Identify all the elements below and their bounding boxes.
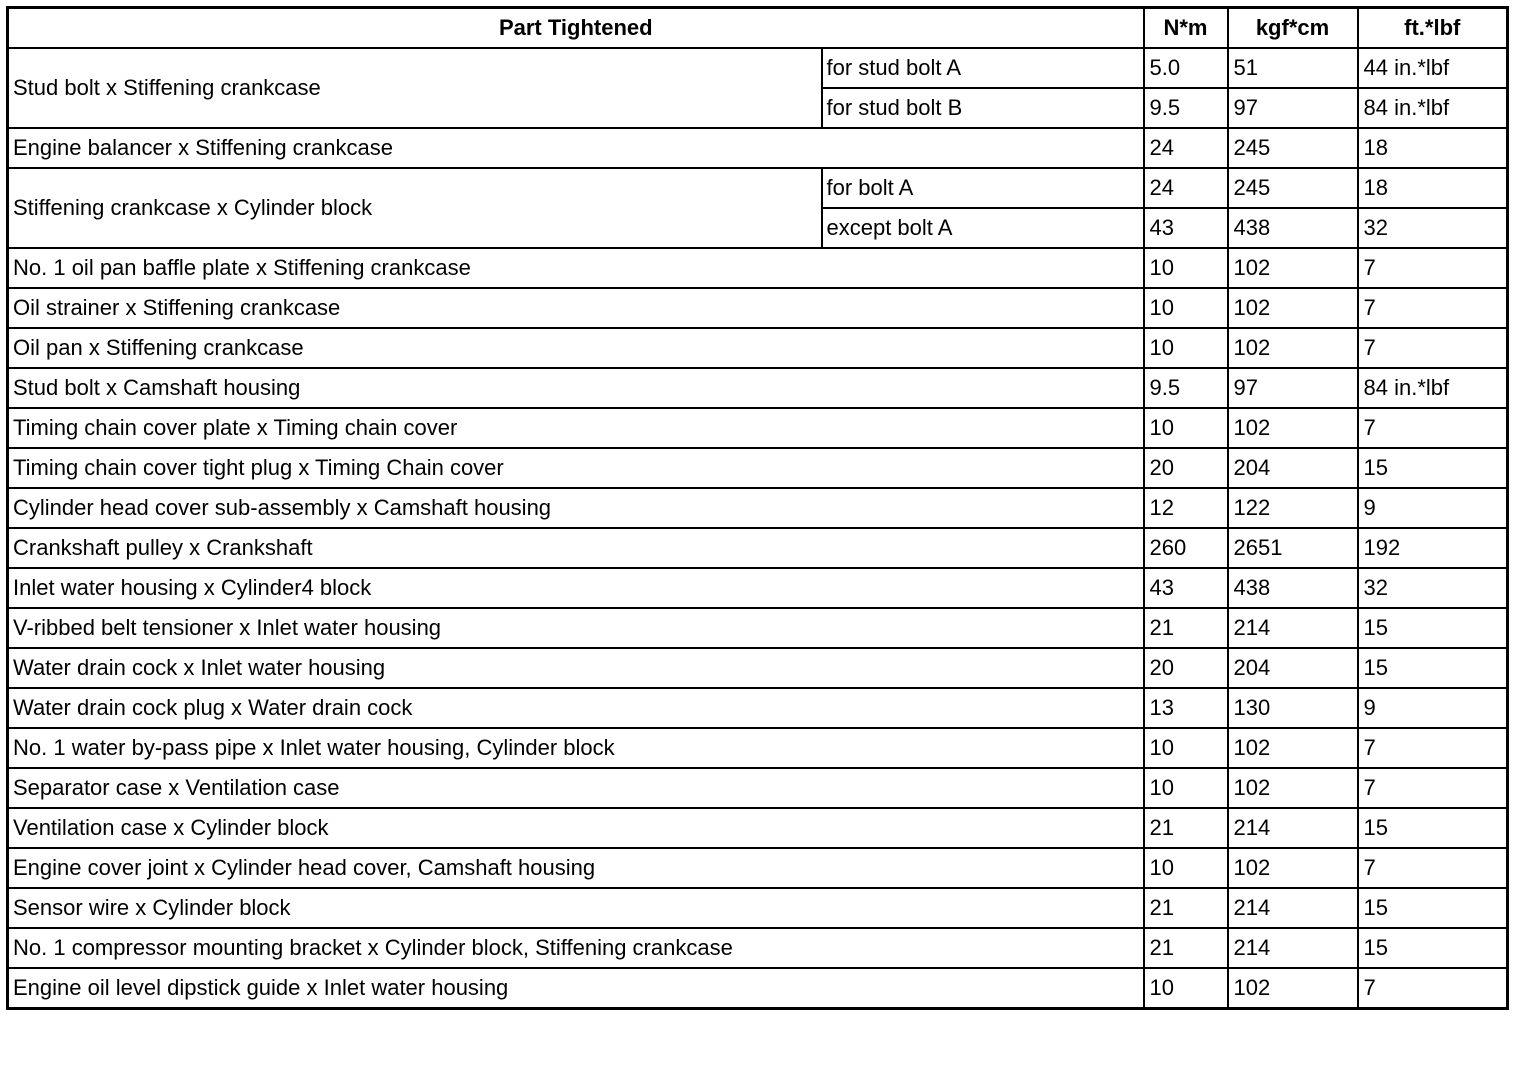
header-ft-lbf: ft.*lbf bbox=[1358, 8, 1508, 49]
table-row bbox=[8, 728, 1508, 768]
ft-cell: 7 bbox=[1358, 248, 1508, 288]
ft-cell: 9 bbox=[1358, 488, 1508, 528]
part-cell: Engine balancer x Stiffening crankcase bbox=[8, 128, 1144, 168]
part-cell: Timing chain cover tight plug x Timing Chain cover bbox=[8, 448, 1144, 488]
ft-cell: 44 in.*lbf bbox=[1358, 48, 1508, 88]
nm-cell: 10 bbox=[1144, 288, 1228, 328]
kgf-cell: 102 bbox=[1228, 968, 1358, 1009]
part-cell: Oil strainer x Stiffening crankcase bbox=[8, 288, 1144, 328]
table-row bbox=[8, 528, 1508, 568]
part-cell: Sensor wire x Cylinder block bbox=[8, 888, 1144, 928]
nm-cell: 20 bbox=[1144, 448, 1228, 488]
ft-cell: 7 bbox=[1358, 728, 1508, 768]
part-cell: Stud bolt x Stiffening crankcase bbox=[8, 48, 822, 128]
table-row bbox=[8, 168, 1508, 208]
kgf-cell: 214 bbox=[1228, 808, 1358, 848]
kgf-cell: 245 bbox=[1228, 168, 1358, 208]
kgf-cell: 97 bbox=[1228, 88, 1358, 128]
nm-cell: 21 bbox=[1144, 888, 1228, 928]
ft-cell: 84 in.*lbf bbox=[1358, 368, 1508, 408]
ft-cell: 15 bbox=[1358, 808, 1508, 848]
part-cell: No. 1 oil pan baffle plate x Stiffening crankcase bbox=[8, 248, 1144, 288]
kgf-cell: 102 bbox=[1228, 768, 1358, 808]
kgf-cell: 214 bbox=[1228, 888, 1358, 928]
ft-cell: 7 bbox=[1358, 768, 1508, 808]
nm-cell: 10 bbox=[1144, 968, 1228, 1009]
table-row bbox=[8, 128, 1508, 168]
part-cell: Engine oil level dipstick guide x Inlet water housing bbox=[8, 968, 1144, 1009]
ft-cell: 7 bbox=[1358, 288, 1508, 328]
kgf-cell: 204 bbox=[1228, 448, 1358, 488]
kgf-cell: 102 bbox=[1228, 408, 1358, 448]
nm-cell: 43 bbox=[1144, 568, 1228, 608]
nm-cell: 12 bbox=[1144, 488, 1228, 528]
kgf-cell: 130 bbox=[1228, 688, 1358, 728]
kgf-cell: 2651 bbox=[1228, 528, 1358, 568]
table-row bbox=[8, 768, 1508, 808]
nm-cell: 9.5 bbox=[1144, 88, 1228, 128]
nm-cell: 10 bbox=[1144, 768, 1228, 808]
part-cell: Water drain cock x Inlet water housing bbox=[8, 648, 1144, 688]
part-cell: No. 1 compressor mounting bracket x Cylinder block, Stiffening crankcase bbox=[8, 928, 1144, 968]
ft-cell: 7 bbox=[1358, 848, 1508, 888]
condition-cell: for bolt A bbox=[822, 168, 1144, 208]
table-row bbox=[8, 248, 1508, 288]
ft-cell: 18 bbox=[1358, 128, 1508, 168]
ft-cell: 32 bbox=[1358, 208, 1508, 248]
nm-cell: 10 bbox=[1144, 248, 1228, 288]
nm-cell: 21 bbox=[1144, 808, 1228, 848]
part-cell: Cylinder head cover sub-assembly x Camshaft housing bbox=[8, 488, 1144, 528]
table-row bbox=[8, 848, 1508, 888]
ft-cell: 9 bbox=[1358, 688, 1508, 728]
nm-cell: 10 bbox=[1144, 728, 1228, 768]
nm-cell: 43 bbox=[1144, 208, 1228, 248]
kgf-cell: 438 bbox=[1228, 568, 1358, 608]
part-cell: Inlet water housing x Cylinder4 block bbox=[8, 568, 1144, 608]
nm-cell: 9.5 bbox=[1144, 368, 1228, 408]
header-part-tightened: Part Tightened bbox=[8, 8, 1144, 49]
table-row bbox=[8, 328, 1508, 368]
part-cell: Water drain cock plug x Water drain cock bbox=[8, 688, 1144, 728]
nm-cell: 10 bbox=[1144, 848, 1228, 888]
part-cell: Ventilation case x Cylinder block bbox=[8, 808, 1144, 848]
table-row bbox=[8, 608, 1508, 648]
ft-cell: 84 in.*lbf bbox=[1358, 88, 1508, 128]
ft-cell: 7 bbox=[1358, 328, 1508, 368]
nm-cell: 10 bbox=[1144, 328, 1228, 368]
header-nm: N*m bbox=[1144, 8, 1228, 49]
table-row bbox=[8, 288, 1508, 328]
kgf-cell: 438 bbox=[1228, 208, 1358, 248]
table-row bbox=[8, 928, 1508, 968]
header-row bbox=[8, 8, 1508, 49]
nm-cell: 20 bbox=[1144, 648, 1228, 688]
kgf-cell: 214 bbox=[1228, 608, 1358, 648]
nm-cell: 13 bbox=[1144, 688, 1228, 728]
condition-cell: for stud bolt A bbox=[822, 48, 1144, 88]
condition-cell: except bolt A bbox=[822, 208, 1144, 248]
torque-specification-table bbox=[6, 6, 1509, 1010]
part-cell: Oil pan x Stiffening crankcase bbox=[8, 328, 1144, 368]
table-row bbox=[8, 808, 1508, 848]
kgf-cell: 102 bbox=[1228, 728, 1358, 768]
table-row bbox=[8, 688, 1508, 728]
kgf-cell: 102 bbox=[1228, 248, 1358, 288]
kgf-cell: 102 bbox=[1228, 288, 1358, 328]
nm-cell: 10 bbox=[1144, 408, 1228, 448]
kgf-cell: 51 bbox=[1228, 48, 1358, 88]
ft-cell: 192 bbox=[1358, 528, 1508, 568]
ft-cell: 32 bbox=[1358, 568, 1508, 608]
nm-cell: 24 bbox=[1144, 168, 1228, 208]
part-cell: Timing chain cover plate x Timing chain cover bbox=[8, 408, 1144, 448]
table-row bbox=[8, 888, 1508, 928]
table-row bbox=[8, 48, 1508, 88]
part-cell: V-ribbed belt tensioner x Inlet water housing bbox=[8, 608, 1144, 648]
ft-cell: 15 bbox=[1358, 888, 1508, 928]
nm-cell: 5.0 bbox=[1144, 48, 1228, 88]
ft-cell: 15 bbox=[1358, 928, 1508, 968]
kgf-cell: 204 bbox=[1228, 648, 1358, 688]
part-cell: Engine cover joint x Cylinder head cover, Camshaft housing bbox=[8, 848, 1144, 888]
ft-cell: 18 bbox=[1358, 168, 1508, 208]
ft-cell: 15 bbox=[1358, 608, 1508, 648]
condition-cell: for stud bolt B bbox=[822, 88, 1144, 128]
nm-cell: 21 bbox=[1144, 608, 1228, 648]
kgf-cell: 102 bbox=[1228, 328, 1358, 368]
ft-cell: 7 bbox=[1358, 968, 1508, 1009]
ft-cell: 15 bbox=[1358, 648, 1508, 688]
kgf-cell: 245 bbox=[1228, 128, 1358, 168]
table-row bbox=[8, 488, 1508, 528]
header-kgf-cm: kgf*cm bbox=[1228, 8, 1358, 49]
table-row bbox=[8, 648, 1508, 688]
kgf-cell: 102 bbox=[1228, 848, 1358, 888]
nm-cell: 24 bbox=[1144, 128, 1228, 168]
nm-cell: 21 bbox=[1144, 928, 1228, 968]
ft-cell: 7 bbox=[1358, 408, 1508, 448]
kgf-cell: 122 bbox=[1228, 488, 1358, 528]
table-row bbox=[8, 968, 1508, 1009]
ft-cell: 15 bbox=[1358, 448, 1508, 488]
kgf-cell: 214 bbox=[1228, 928, 1358, 968]
table-row bbox=[8, 448, 1508, 488]
part-cell: Stud bolt x Camshaft housing bbox=[8, 368, 1144, 408]
part-cell: Separator case x Ventilation case bbox=[8, 768, 1144, 808]
table-row bbox=[8, 368, 1508, 408]
part-cell: No. 1 water by-pass pipe x Inlet water housing, Cylinder block bbox=[8, 728, 1144, 768]
nm-cell: 260 bbox=[1144, 528, 1228, 568]
table-row bbox=[8, 408, 1508, 448]
table-row bbox=[8, 568, 1508, 608]
part-cell: Crankshaft pulley x Crankshaft bbox=[8, 528, 1144, 568]
part-cell: Stiffening crankcase x Cylinder block bbox=[8, 168, 822, 248]
kgf-cell: 97 bbox=[1228, 368, 1358, 408]
